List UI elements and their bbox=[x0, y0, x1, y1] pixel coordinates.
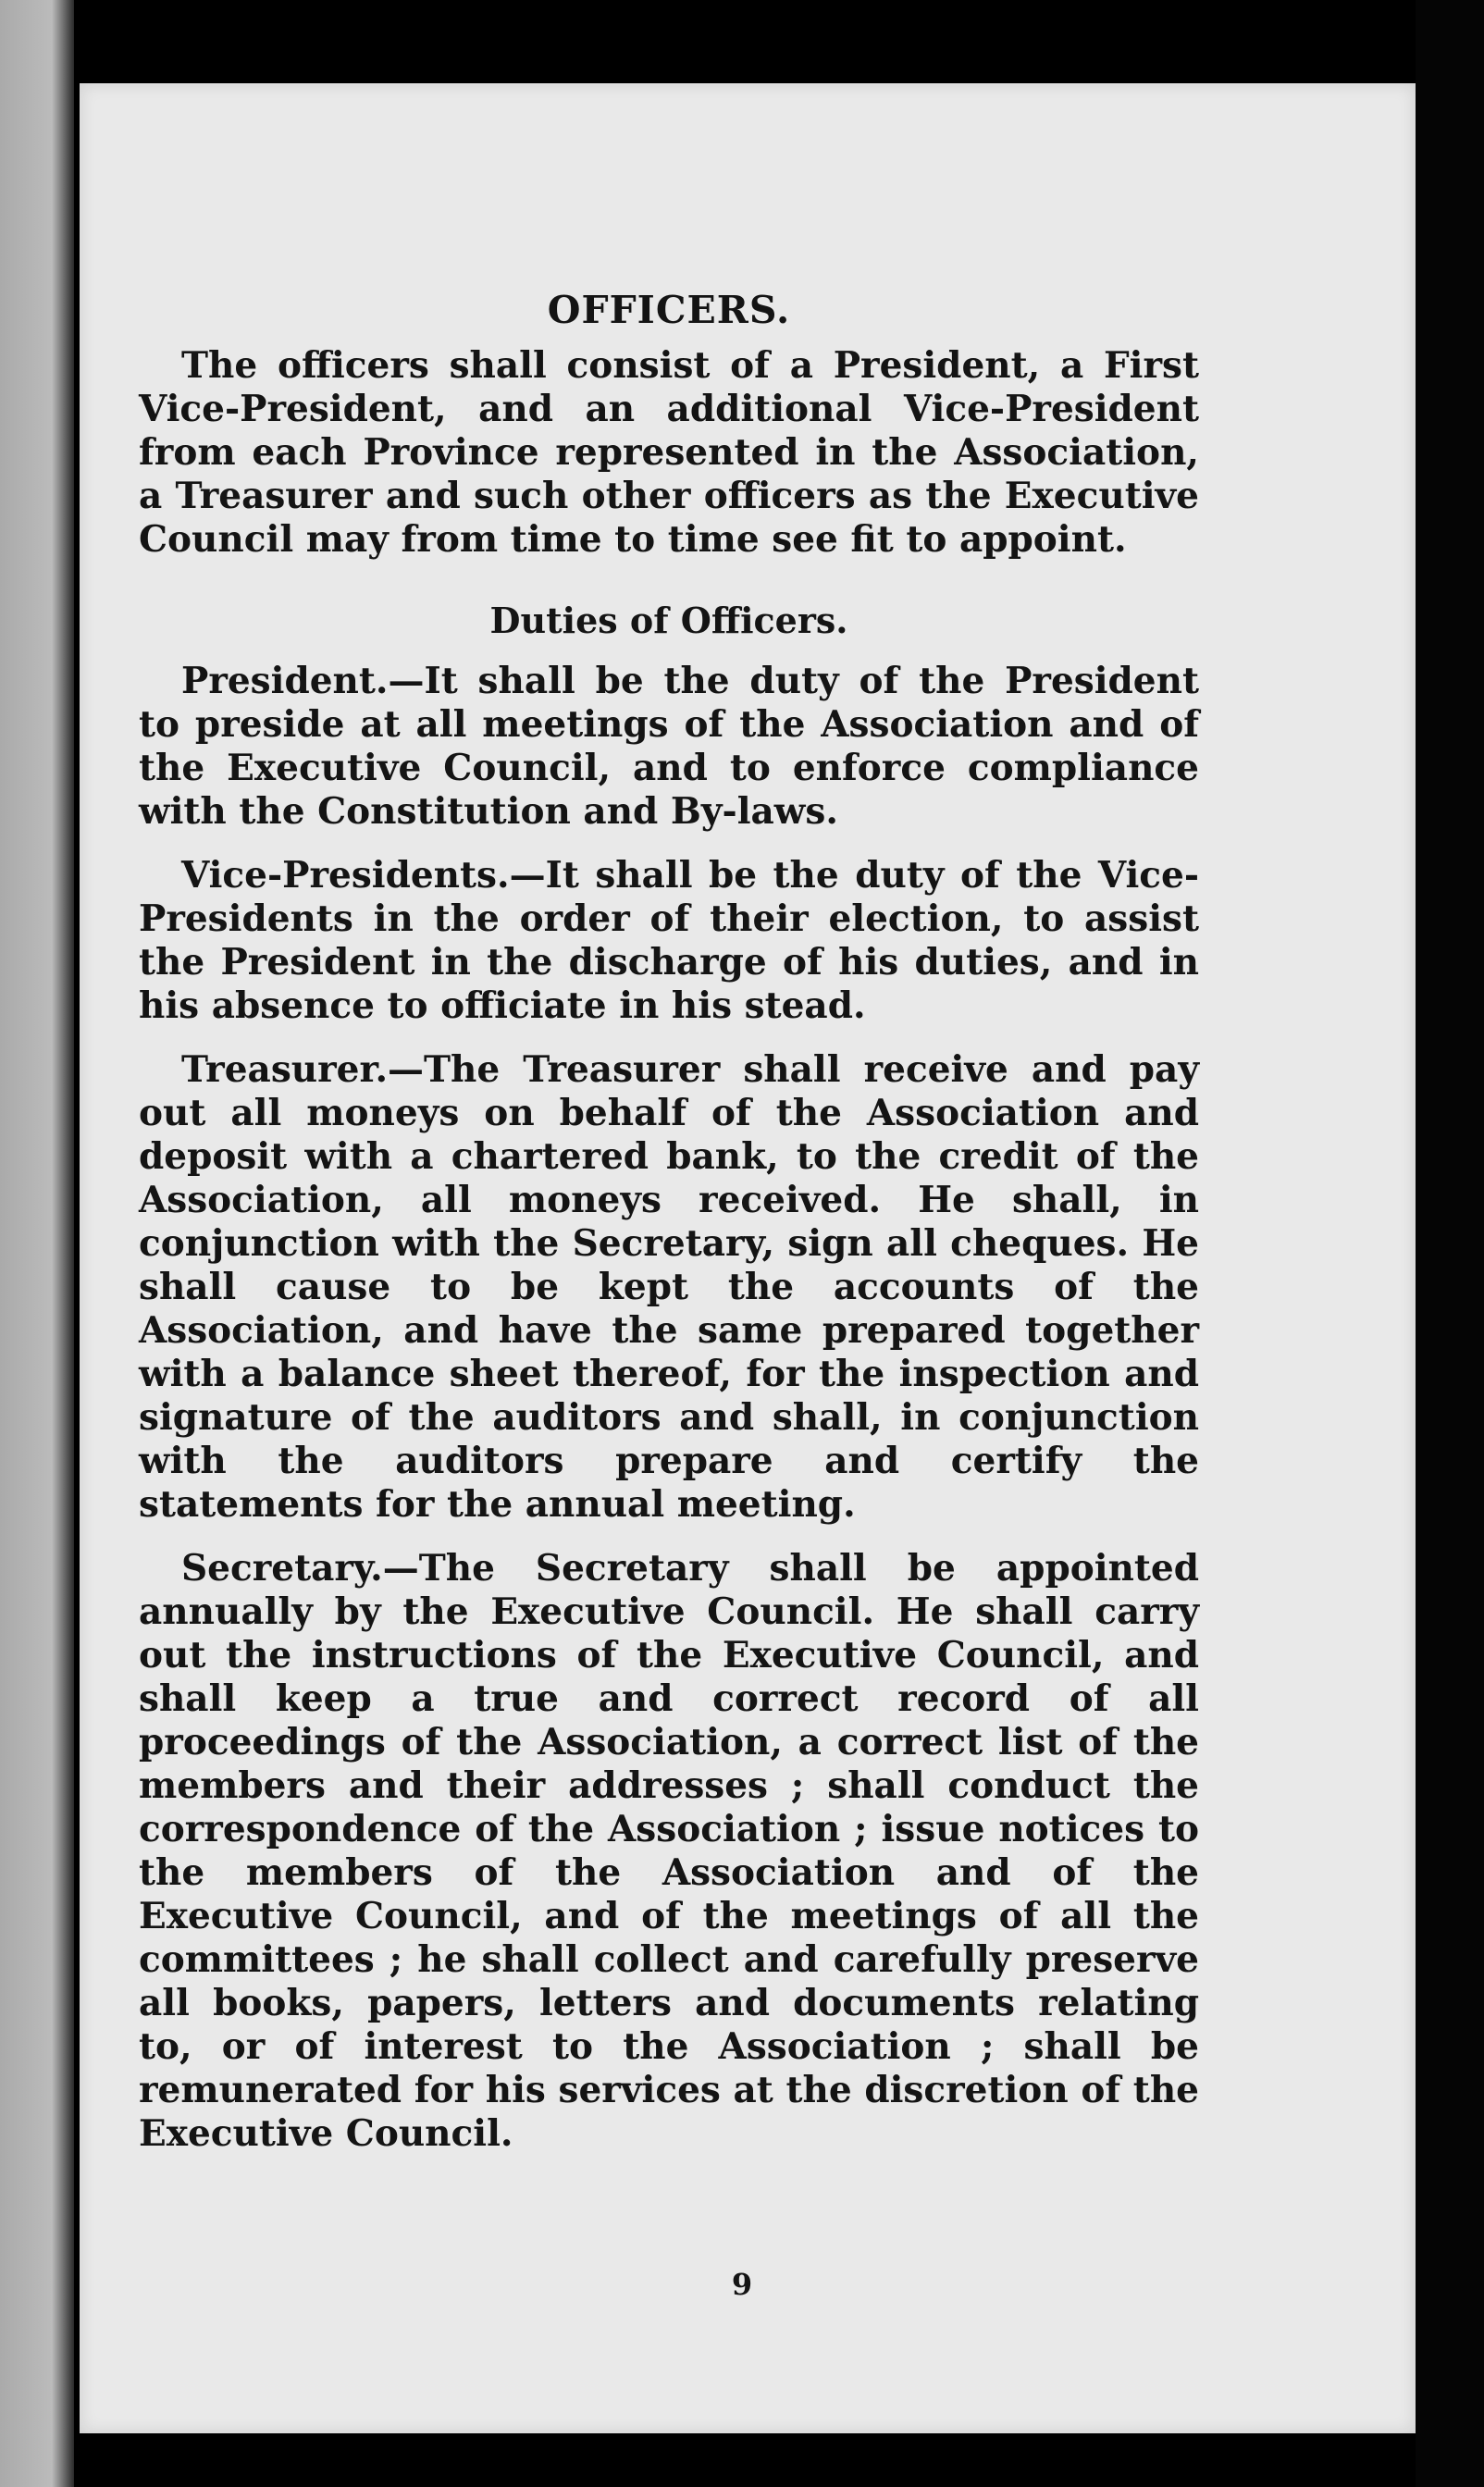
secretary-text: —The Secretary shall be appointed annually by the Executive Council. He shall carry out the instructions of the Executive Council, and shall keep a true and correct record of all proceedings of the Association, a correct list of the members and their addresses ; shall conduct the correspondence of the Association ; issue notices to the members of the Association and of the Executive Council, and of the meetings of all the committees ; he shall collect and carefully preserve all books, papers, letters and documents relating to, or of interest to the Association ; shall be remunerated for his services at the discretion of the Executive Council. bbox=[139, 1547, 1199, 2155]
document-body bbox=[139, 287, 1199, 2176]
president-text: —It shall be the duty of the President to preside at all meetings of the Association and of the Executive Council, and to enforce compliance with the Constitution and By-laws. bbox=[139, 660, 1199, 833]
treasurer-lead: Treasurer. bbox=[181, 1048, 389, 1091]
right-background bbox=[1416, 0, 1484, 2487]
president-lead: President. bbox=[181, 660, 389, 702]
secretary-lead: Secretary. bbox=[181, 1547, 383, 1590]
page-number: 9 bbox=[731, 2267, 753, 2302]
vice-presidents-paragraph bbox=[139, 854, 1199, 1028]
intro-paragraph: The officers shall consist of a President, a First Vice-President, and an additional Vice-President from each Province represented in the Association, a Treasurer and such other officers as the Executive Council may from time to time see fit to appoint. bbox=[139, 344, 1199, 561]
vice-presidents-text: —It shall be the duty of the Vice-Presidents in the order of their election, to assist the President in the discharge of his duties, and in his absence to officiate in his stead. bbox=[139, 854, 1199, 1027]
left-page-edge bbox=[0, 0, 74, 2487]
president-paragraph bbox=[139, 660, 1199, 834]
treasurer-paragraph bbox=[139, 1048, 1199, 1527]
secretary-paragraph bbox=[139, 1547, 1199, 2156]
sub-heading: Duties of Officers. bbox=[489, 600, 848, 641]
treasurer-text: —The Treasurer shall receive and pay out all moneys on behalf of the Association and deposit with a chartered bank, to the credit of the Association, all moneys received. He shall, in conjunction with the Secretary, sign all cheques. He shall cause to be kept the accounts of the Association, and have the same prepared together with a balance sheet thereof, for the inspection and signature of the auditors and shall, in conjunction with the auditors prepare and certify the statements for the annual meeting. bbox=[139, 1048, 1199, 1526]
vice-presidents-lead: Vice-Presidents. bbox=[181, 854, 510, 897]
section-heading: OFFICERS. bbox=[547, 288, 791, 332]
